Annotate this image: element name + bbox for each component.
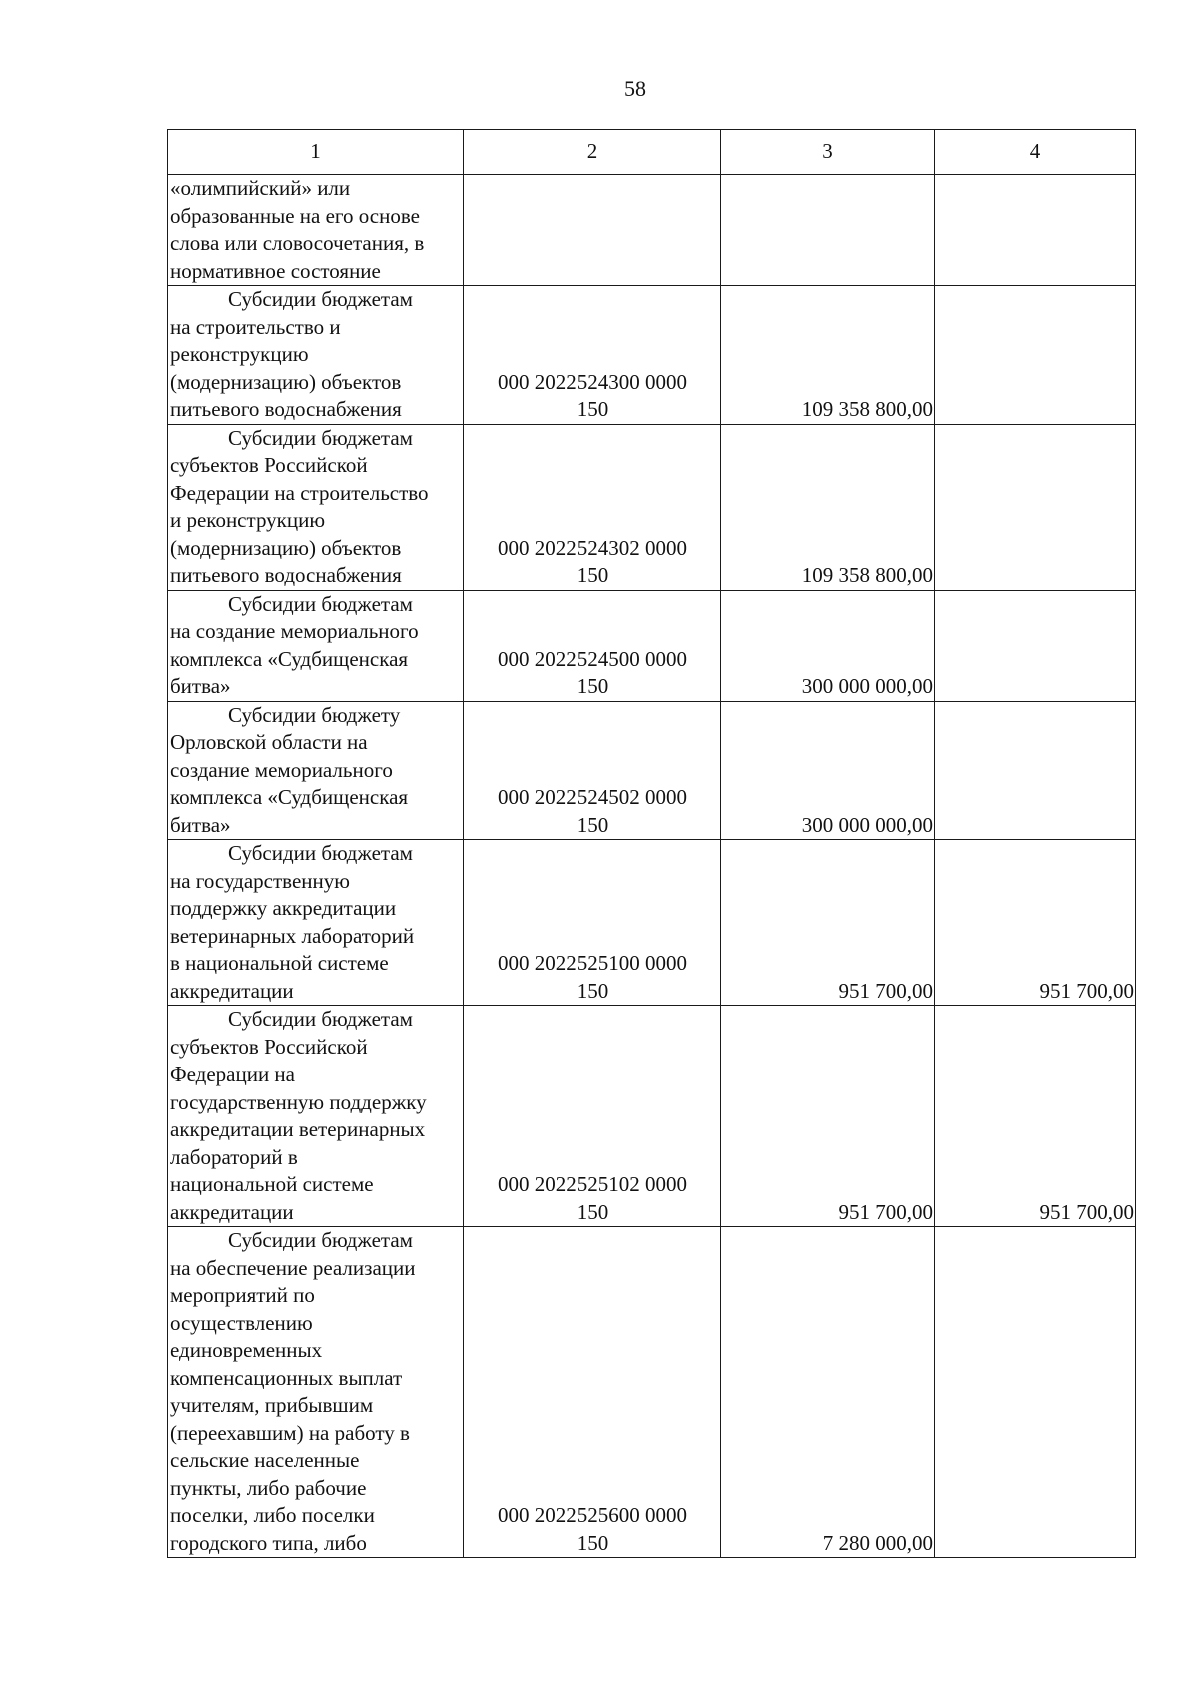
- row-name-text: субъектов Российской Федерации на строительство и реконструкцию (модернизацию) объектов питьевого водоснабжения: [170, 453, 429, 587]
- row-code-text: 000 2022524302 0000 150: [498, 535, 687, 587]
- row-code-text: 000 2022524502 0000 150: [498, 785, 687, 837]
- row-name-cell: [168, 1006, 464, 1227]
- row-name-first-line: Субсидии бюджетам: [228, 425, 413, 450]
- row-col4-cell: 951 700,00: [935, 840, 1136, 1006]
- row-name-cell: [168, 1227, 464, 1558]
- header-cell-2: 2: [464, 130, 721, 175]
- row-name-first-line: Субсидии бюджетам: [228, 591, 413, 616]
- row-name-first-line: Субсидии бюджетам: [228, 1228, 413, 1252]
- row-col3-cell: 7 280 000,00: [721, 1227, 935, 1558]
- row-name-text: «олимпийский» или образованные на его основе слова или словосочетания, в нормативное состояние: [170, 176, 425, 283]
- row-name-text: на обеспечение реализации мероприятий по осуществлению единовременных компенсационных выплат учителям, прибывшим (переехавшим) на работу в сельские населенные пункты, либо рабочие поселки, либо поселки городского типа, либо: [170, 1255, 416, 1555]
- row-name-cell: [168, 701, 464, 840]
- row-col3-cell: [721, 175, 935, 286]
- row-col3-cell: 300 000 000,00: [721, 590, 935, 701]
- header-cell-3: 3: [721, 130, 935, 175]
- row-name-text: субъектов Российской Федерации на государственную поддержку аккредитации ветеринарных лабораторий в национальной системе аккредитации: [170, 1034, 427, 1224]
- row-code-cell: [464, 590, 721, 701]
- row-name-first-line: Субсидии бюджетам: [228, 841, 413, 865]
- row-code-text: 000 2022524500 0000 150: [498, 646, 687, 698]
- row-col4-cell: [935, 1227, 1136, 1558]
- row-code-cell: [464, 286, 721, 425]
- row-name-text: на строительство и реконструкцию (модернизацию) объектов питьевого водоснабжения: [170, 314, 402, 421]
- row-col3-cell: 300 000 000,00: [721, 701, 935, 840]
- table-row: [168, 701, 1136, 840]
- row-col4-cell: [935, 590, 1136, 701]
- row-name-first-line: Субсидии бюджетам: [228, 1007, 413, 1031]
- row-name-cell: [168, 424, 464, 590]
- row-name-cell: [168, 175, 464, 286]
- row-code-cell: [464, 1006, 721, 1227]
- header-cell-4: 4: [935, 130, 1136, 175]
- row-col3-cell: 109 358 800,00: [721, 424, 935, 590]
- row-code-cell: [464, 1227, 721, 1558]
- table-header-row: [168, 130, 1136, 175]
- row-code-text: 000 2022525100 0000 150: [498, 951, 687, 1003]
- row-name-cell: [168, 590, 464, 701]
- row-code-cell: [464, 424, 721, 590]
- row-name-text: на государственную поддержку аккредитации ветеринарных лабораторий в национальной системе аккредитации: [170, 868, 415, 1003]
- table-row: [168, 1227, 1136, 1558]
- row-name-text: на создание мемориального комплекса «Судбищенская битва»: [170, 619, 419, 698]
- row-name-text: Орловской области на создание мемориального комплекса «Судбищенская битва»: [170, 730, 409, 837]
- row-name-first-line: Субсидии бюджету: [228, 702, 401, 727]
- table-row: [168, 840, 1136, 1006]
- table-row: [168, 1006, 1136, 1227]
- row-code-text: 000 2022524300 0000 150: [498, 369, 687, 421]
- row-code-cell: [464, 701, 721, 840]
- table-row: [168, 286, 1136, 425]
- page-number: 58: [624, 76, 646, 101]
- row-col4-cell: [935, 286, 1136, 425]
- row-name-cell: [168, 840, 464, 1006]
- table-row: [168, 590, 1136, 701]
- row-col3-cell: 951 700,00: [721, 840, 935, 1006]
- header-cell-1: 1: [168, 130, 464, 175]
- row-code-cell: [464, 840, 721, 1006]
- row-col3-cell: 951 700,00: [721, 1006, 935, 1227]
- row-col4-cell: [935, 701, 1136, 840]
- row-col4-cell: [935, 175, 1136, 286]
- table-row: [168, 175, 1136, 286]
- row-col4-cell: 951 700,00: [935, 1006, 1136, 1227]
- row-code-cell: [464, 175, 721, 286]
- budget-table: [167, 129, 1136, 1558]
- row-name-cell: [168, 286, 464, 425]
- row-code-text: 000 2022525102 0000 150: [498, 1172, 687, 1224]
- row-code-text: 000 2022525600 0000 150: [498, 1503, 687, 1555]
- row-col3-cell: 109 358 800,00: [721, 286, 935, 425]
- row-col4-cell: [935, 424, 1136, 590]
- table-row: [168, 424, 1136, 590]
- row-name-first-line: Субсидии бюджетам: [228, 287, 413, 311]
